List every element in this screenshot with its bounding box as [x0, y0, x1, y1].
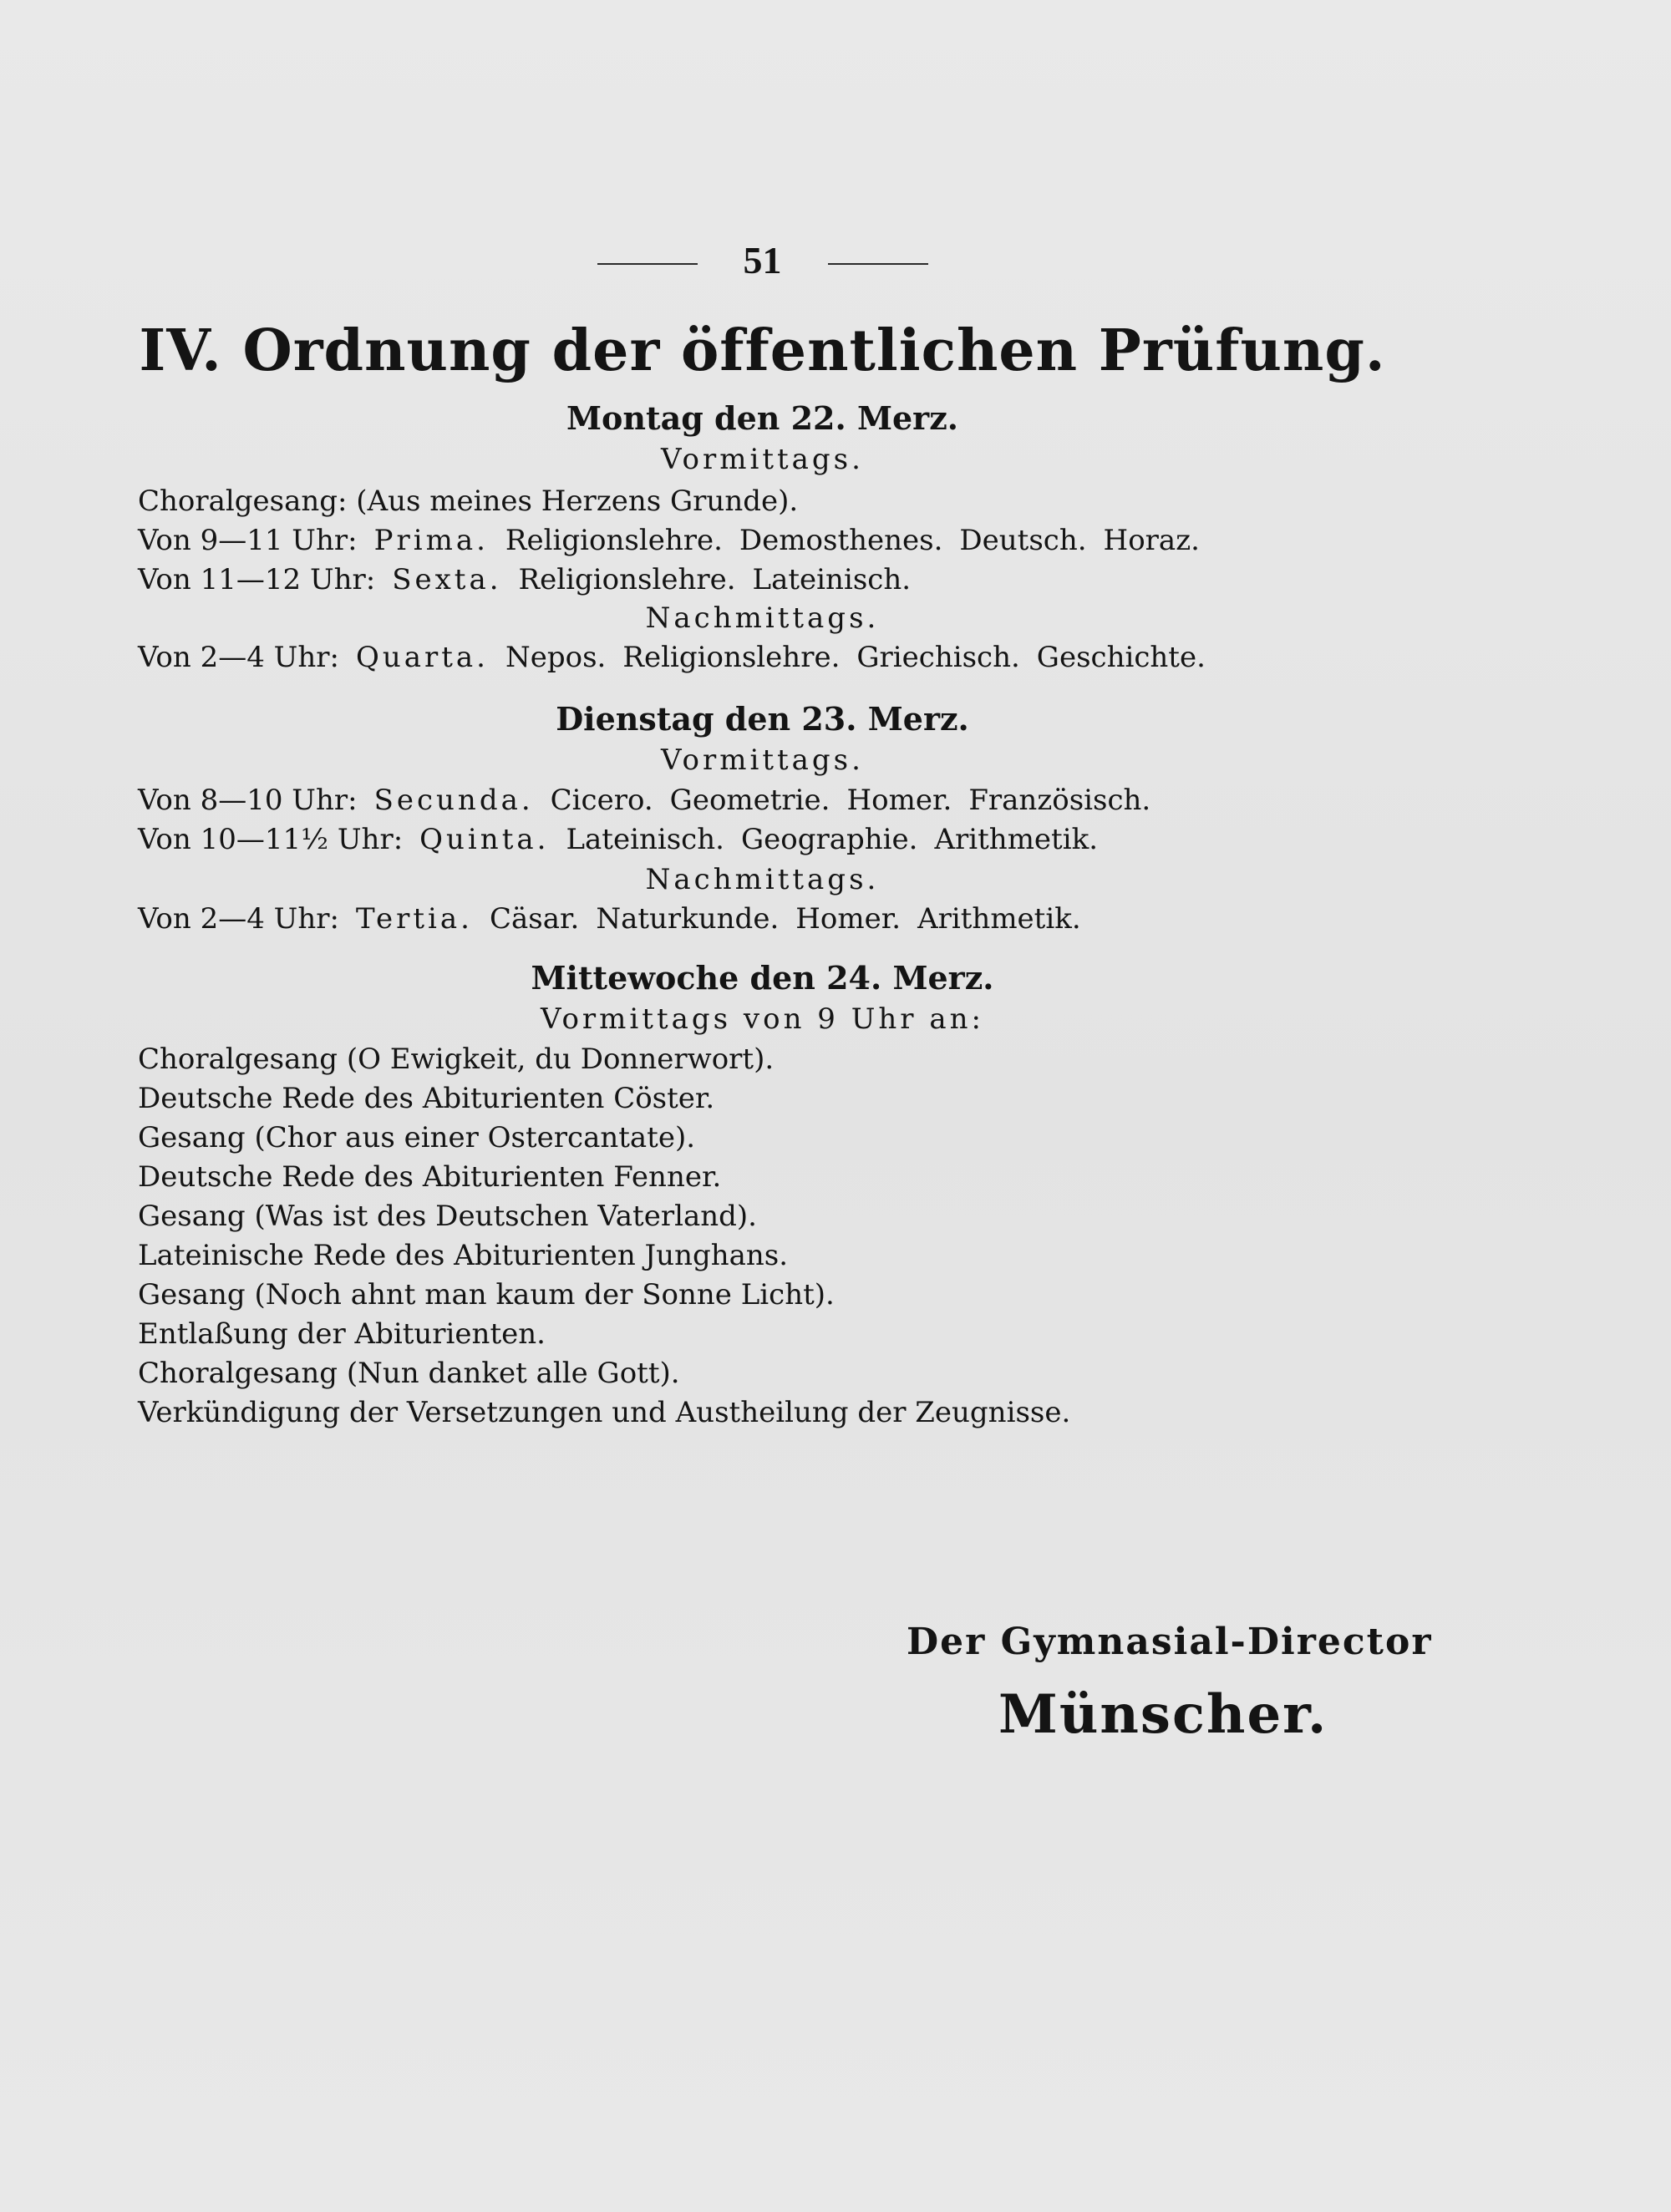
signature-office: Der Gymnasial-Director: [907, 1621, 1433, 1663]
schedule-subject: Religionslehre.: [505, 524, 723, 557]
schedule-subject: Lateinisch.: [752, 563, 912, 596]
schedule-class: Prima.: [373, 524, 489, 557]
schedule-subject: Geschichte.: [1036, 641, 1206, 674]
schedule-subject: Demosthenes.: [739, 524, 943, 557]
program-item: Lateinische Rede des Abiturienten Junghans.: [138, 1239, 789, 1272]
schedule-class: Quinta.: [419, 823, 550, 856]
program-item: Choralgesang (Nun danket alle Gott).: [138, 1357, 680, 1390]
schedule-line: [138, 641, 1222, 674]
day-heading: Dienstag den 23. Merz.: [556, 700, 969, 738]
schedule-subject: Nepos.: [505, 641, 607, 674]
program-item: Choralgesang (O Ewigkeit, du Donnerwort).: [138, 1043, 775, 1076]
program-item: Gesang (Chor aus einer Ostercantate).: [138, 1121, 696, 1154]
session-label: Vormittags.: [661, 743, 864, 777]
schedule-subject: Homer.: [795, 902, 902, 936]
schedule-time: Von 9—11 Uhr:: [138, 524, 358, 557]
program-item: Gesang (Was ist des Deutschen Vaterland).: [138, 1200, 757, 1233]
session-label: Vormittags.: [661, 443, 864, 476]
program-item: Deutsche Rede des Abiturienten Fenner.: [138, 1160, 722, 1194]
day-heading: Mittewoche den 24. Merz.: [531, 959, 994, 997]
right-rule: [828, 263, 928, 265]
schedule-class: Tertia.: [355, 902, 473, 936]
schedule-line: [138, 524, 1216, 557]
schedule-subject: Griechisch.: [856, 641, 1020, 674]
session-label: Vormittags von 9 Uhr an:: [541, 1002, 984, 1036]
schedule-subject: Geographie.: [740, 823, 918, 856]
section-title: IV. Ordnung der öffentlichen Prüfung.: [139, 317, 1386, 384]
schedule-subject: Religionslehre.: [518, 563, 736, 596]
schedule-subject: Geometrie.: [669, 784, 830, 817]
schedule-time: Von 2—4 Uhr:: [138, 902, 339, 936]
left-rule: [597, 263, 698, 265]
schedule-class: Sexta.: [392, 563, 502, 596]
session-label: Nachmittags.: [645, 601, 880, 635]
day-heading: Montag den 22. Merz.: [566, 399, 959, 437]
schedule-class: Quarta.: [355, 641, 489, 674]
schedule-subject: Cicero.: [550, 784, 653, 817]
schedule-subject: Arithmetik.: [917, 902, 1081, 936]
page-number: [0, 238, 1525, 282]
program-item: Deutsche Rede des Abiturienten Cöster.: [138, 1082, 715, 1115]
page-number-text: 51: [743, 239, 782, 282]
schedule-item: Choralgesang: (Aus meines Herzens Grunde).: [138, 485, 799, 518]
schedule-subject: Arithmetik.: [934, 823, 1099, 856]
schedule-line: [138, 485, 815, 518]
schedule-subject: Horaz.: [1103, 524, 1200, 557]
program-item: Entlaßung der Abiturienten.: [138, 1317, 546, 1351]
schedule-subject: Lateinisch.: [566, 823, 724, 856]
schedule-subject: Naturkunde.: [596, 902, 780, 936]
schedule-line: [138, 902, 1098, 936]
schedule-time: Von 2—4 Uhr:: [138, 641, 339, 674]
schedule-line: [138, 823, 1115, 856]
schedule-time: Von 11—12 Uhr:: [138, 563, 376, 596]
schedule-subject: Cäsar.: [489, 902, 580, 936]
schedule-subject: Homer.: [846, 784, 952, 817]
schedule-line: [138, 784, 1167, 817]
signature-name: Münscher.: [998, 1683, 1328, 1746]
session-label: Nachmittags.: [645, 863, 880, 896]
schedule-time: Von 8—10 Uhr:: [138, 784, 358, 817]
schedule-subject: Religionslehre.: [622, 641, 841, 674]
program-item: Gesang (Noch ahnt man kaum der Sonne Licht).: [138, 1278, 835, 1311]
schedule-time: Von 10—11½ Uhr:: [138, 823, 404, 856]
schedule-class: Secunda.: [373, 784, 534, 817]
schedule-subject: Deutsch.: [959, 524, 1087, 557]
schedule-subject: Französisch.: [968, 784, 1151, 817]
schedule-line: [138, 563, 927, 596]
program-item: Verkündigung der Versetzungen und Austheilung der Zeugnisse.: [138, 1396, 1071, 1429]
